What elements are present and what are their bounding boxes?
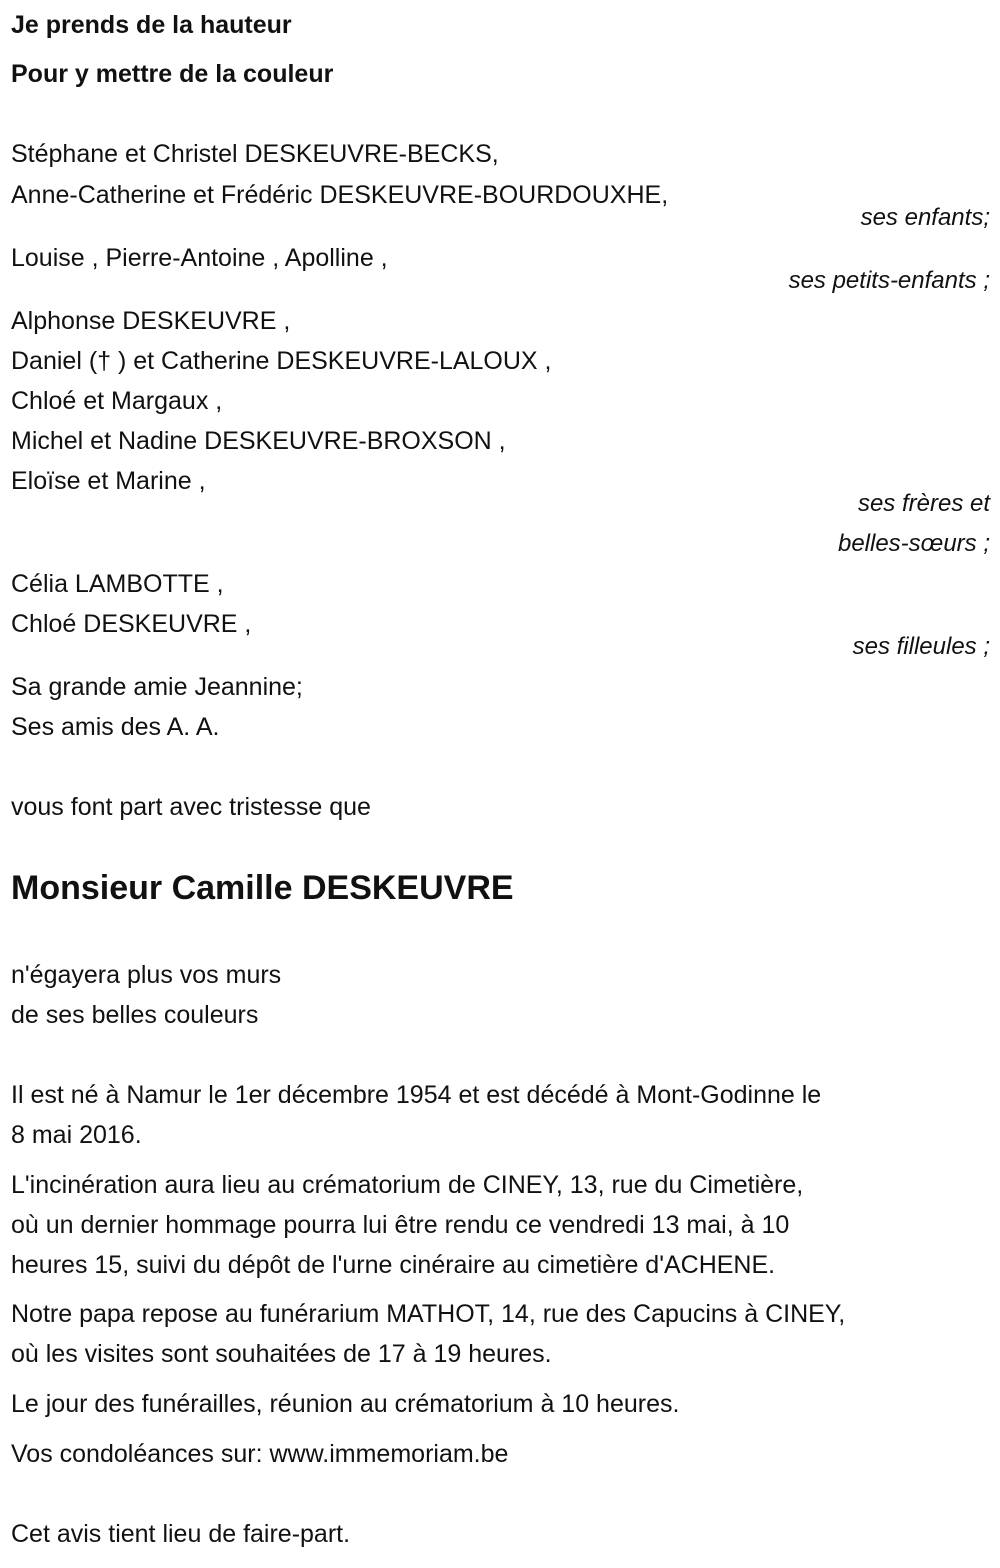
condolences-link[interactable]: Vos condoléances sur: www.immemoriam.be xyxy=(11,1440,509,1468)
detail-line: heures 15, suivi du dépôt de l'urne cinéraire au cimetière d'ACHENE. xyxy=(11,1251,776,1279)
friend-line: Sa grande amie Jeannine; xyxy=(11,673,303,701)
relation-label: ses frères et xyxy=(857,490,990,517)
detail-line: où les visites sont souhaitées de 17 à 19 heures. xyxy=(11,1340,552,1368)
family-member: Chloé et Margaux , xyxy=(11,387,223,415)
family-member: Louise , Pierre-Antoine , Apolline , xyxy=(11,244,388,272)
detail-line: où un dernier hommage pourra lui être rendu ce vendredi 13 mai, à 10 xyxy=(11,1211,790,1239)
detail-line: L'incinération aura lieu au crématorium de CINEY, 13, rue du Cimetière, xyxy=(11,1171,804,1199)
motto-line: Je prends de la hauteur xyxy=(11,11,292,39)
family-member: Michel et Nadine DESKEUVRE-BROXSON , xyxy=(11,427,506,455)
closing-note: Cet avis tient lieu de faire-part. xyxy=(11,1520,351,1548)
friend-line: Ses amis des A. A. xyxy=(11,713,220,741)
detail-line: 8 mai 2016. xyxy=(11,1121,142,1149)
family-member: Célia LAMBOTTE , xyxy=(11,570,224,598)
family-member: Daniel († ) et Catherine DESKEUVRE-LALOUX , xyxy=(11,347,552,375)
relation-label: ses enfants; xyxy=(860,204,990,231)
family-member: Eloïse et Marine , xyxy=(11,467,206,495)
relation-label: belles-sœurs ; xyxy=(837,530,990,557)
detail-line: Il est né à Namur le 1er décembre 1954 et est décédé à Mont-Godinne le xyxy=(11,1081,822,1109)
announcement: vous font part avec tristesse que xyxy=(11,793,371,821)
family-member: Chloé DESKEUVRE , xyxy=(11,610,252,638)
relation-label: ses petits-enfants ; xyxy=(788,267,990,294)
deceased-name: Monsieur Camille DESKEUVRE xyxy=(11,869,514,907)
relation-label: ses filleules ; xyxy=(852,633,990,660)
tribute-line: de ses belles couleurs xyxy=(11,1001,259,1029)
family-member: Alphonse DESKEUVRE , xyxy=(11,307,291,335)
detail-line: Notre papa repose au funérarium MATHOT, 14, rue des Capucins à CINEY, xyxy=(11,1300,846,1328)
family-member: Stéphane et Christel DESKEUVRE-BECKS, xyxy=(11,140,499,168)
motto-line: Pour y mettre de la couleur xyxy=(11,60,334,88)
detail-line: Le jour des funérailles, réunion au crématorium à 10 heures. xyxy=(11,1390,680,1418)
family-member: Anne-Catherine et Frédéric DESKEUVRE-BOURDOUXHE, xyxy=(11,181,669,209)
tribute-line: n'égayera plus vos murs xyxy=(11,961,282,989)
